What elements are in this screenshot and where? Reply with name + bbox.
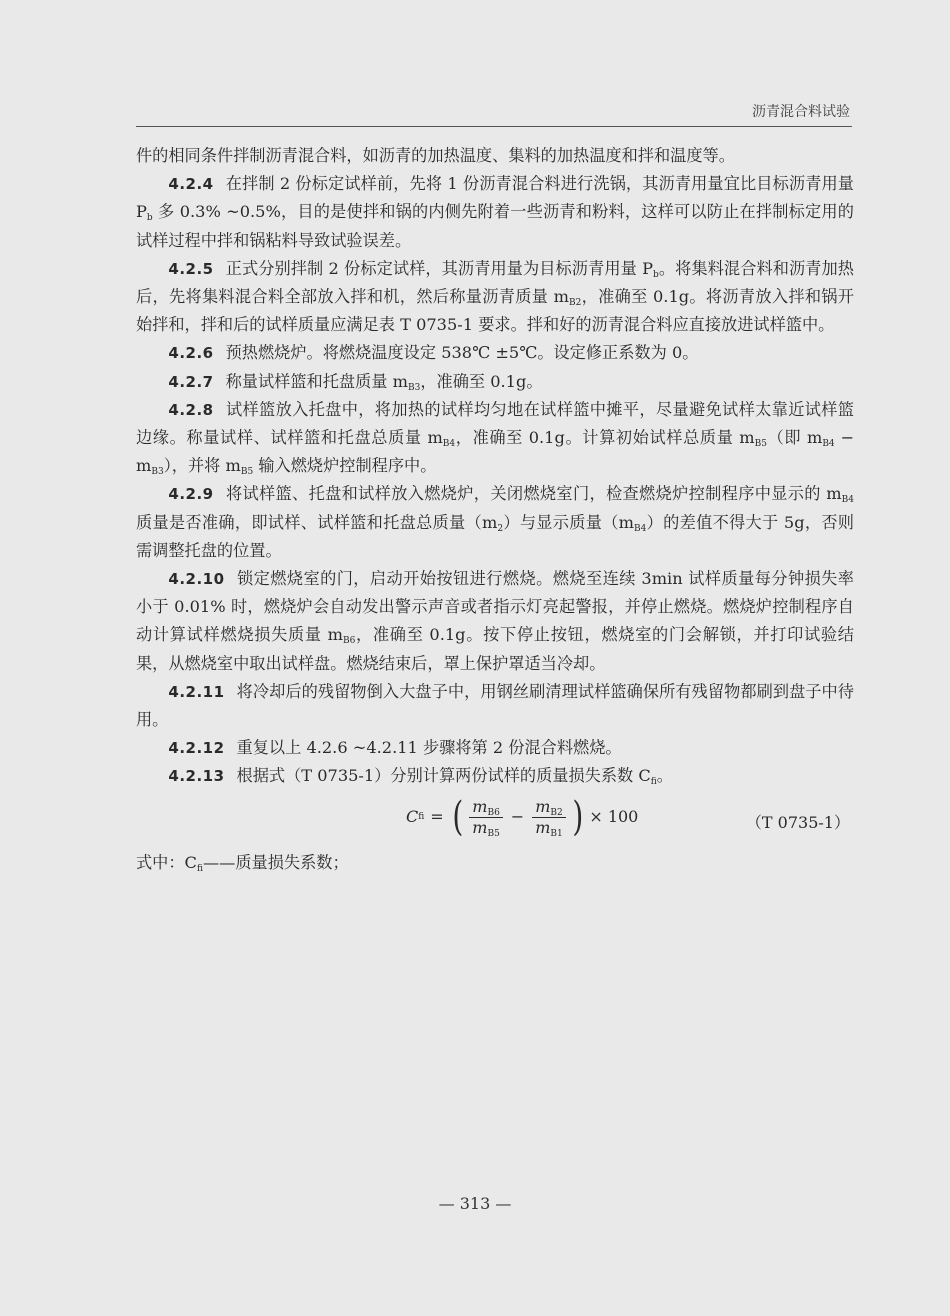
section-text: 。: [656, 766, 673, 786]
header-rule: [136, 126, 852, 127]
section-4-2-6: [136, 339, 854, 367]
formula-lhs: C: [406, 807, 419, 827]
continuation-paragraph: 件的相同条件拌制沥青混合料，如沥青的加热温度、集料的加热温度和拌和温度等。: [136, 146, 735, 165]
section-4-2-9: [136, 480, 854, 565]
section-text: 称量试样篮和托盘质量 m: [225, 371, 408, 391]
section-text: ），并将 m: [163, 456, 241, 476]
section-text: ，准确至 0.1g。按下停止按钮，燃烧室的门会解锁，并打印试验结果，从燃烧室中取出试样盘。燃烧结束后，罩上保护罩适当冷却。: [136, 625, 854, 673]
subscript: B3: [151, 467, 164, 478]
section-text: − m: [136, 428, 854, 476]
subscript: B5: [754, 439, 767, 450]
right-paren: ): [572, 794, 583, 841]
var: m: [472, 796, 488, 816]
denominator: [469, 818, 503, 838]
numerator: [469, 797, 503, 818]
section-text: 将冷却后的残留物倒入大盘子中，用钢丝刷清理试样篮确保所有残留物都刷到盘子中待用。: [136, 681, 854, 730]
fraction-1: [469, 797, 503, 838]
var: m: [535, 796, 551, 816]
equals-sign: =: [430, 807, 444, 827]
where-clause: [136, 849, 854, 877]
section-text: 输入燃烧炉控制程序中。: [253, 456, 437, 476]
subscript: B4: [822, 439, 835, 450]
page-number: — 313 —: [438, 1194, 512, 1213]
subscript: fi: [196, 863, 203, 874]
times-100: × 100: [589, 807, 639, 827]
section-4-2-11: [136, 678, 854, 734]
section-4-2-10: [136, 565, 854, 678]
section-number: 4.2.7: [168, 372, 214, 391]
section-text: ）的差值不得大于 5g，否则需调整托盘的位置。: [136, 512, 854, 560]
equation-number: （T 0735-1）: [745, 812, 850, 832]
section-text: 在拌制 2 份标定试样前，先将 1 份沥青混合料进行洗锅，其沥青用量宜比目标沥青用量 P: [136, 174, 854, 222]
section-4-2-12: [136, 734, 854, 762]
section-number: 4.2.5: [168, 259, 214, 278]
section-text: ，准确至 0.1g。计算初始试样总质量 m: [455, 428, 755, 448]
subscript: B1: [550, 828, 563, 839]
section-text: 将试样篮、托盘和试样放入燃烧炉，关闭燃烧室门，检查燃烧炉控制程序中显示的 m: [225, 484, 842, 504]
section-text: ，准确至 0.1g。: [420, 371, 543, 391]
left-paren: (: [452, 794, 463, 841]
section-number: 4.2.6: [168, 344, 214, 363]
section-text: 。将集料混合料和沥青加热后，先将集料混合料全部放入拌和机，然后称量沥青质量 m: [136, 258, 854, 307]
subscript: B4: [634, 523, 647, 534]
running-header: 沥青混合料试验: [752, 104, 850, 120]
subscript: 2: [497, 523, 504, 534]
section-text: ，准确至 0.1g。将沥青放入拌和锅开始拌和，拌和后的试样质量应满足表 T 0735-1 要求。拌和好的沥青混合料应直接放进试样篮中。: [136, 287, 854, 335]
minus-sign: −: [510, 807, 525, 827]
var: m: [535, 817, 551, 837]
subscript: B6: [342, 636, 356, 647]
subscript: fi: [650, 777, 657, 788]
section-text: 多 0.3% ~0.5%，目的是使拌和锅的内侧先附着一些沥青和粉料，这样可以防止在拌制标定用的试样过程中拌和锅粘料导致试验误差。: [136, 202, 854, 250]
formula-expression: C fi = ( $\frac{m_{B6}}{m_{B5}}$ − $\frac{m_{B2}}{m_{B1}}$ ) × 100: [406, 794, 639, 841]
section-4-2-13: [136, 762, 854, 790]
section-number: 4.2.10: [168, 570, 225, 589]
section-number: 4.2.13: [168, 767, 225, 786]
subscript: B3: [407, 382, 421, 393]
subscript: B2: [550, 807, 563, 818]
fraction-2: [532, 797, 566, 838]
numerator: [532, 797, 566, 818]
section-text: 重复以上 4.2.6 ~4.2.11 步骤将第 2 份混合料燃烧。: [236, 738, 622, 758]
subscript: b: [653, 269, 659, 280]
section-number: 4.2.8: [168, 400, 214, 419]
section-4-2-5: [136, 255, 854, 340]
var: m: [472, 817, 488, 837]
section-text: （即 m: [766, 428, 823, 448]
section-number: 4.2.4: [168, 175, 214, 194]
body-text: [136, 142, 854, 877]
subscript: B5: [240, 467, 254, 478]
section-number: 4.2.12: [168, 739, 225, 758]
section-text: 正式分别拌制 2 份标定试样，其沥青用量为目标沥青用量 P: [225, 258, 653, 278]
section-text: 根据式（T 0735-1）分别计算两份试样的质量损失系数 C: [236, 766, 651, 786]
section-text: ）与显示质量（m: [503, 512, 635, 532]
subscript: B4: [442, 439, 456, 450]
section-text: 预热燃烧炉。将燃烧温度设定 538℃ ±5℃。设定修正系数为 0。: [225, 343, 699, 363]
section-text: 试样篮放入托盘中，将加热的试样均匀地在试样篮中摊平，尽量避免试样太靠近试样篮边缘。称量试样、试样篮和托盘总质量 m: [136, 399, 854, 448]
section-4-2-4: [136, 170, 854, 255]
formula-t0735-1: [136, 795, 854, 847]
subscript: B5: [487, 828, 500, 839]
where-text: ——质量损失系数；: [202, 852, 349, 872]
section-number: 4.2.9: [168, 485, 214, 504]
section-text: 质量是否准确，即试样、试样篮和托盘总质量（m: [136, 512, 498, 532]
section-4-2-7: [136, 368, 854, 396]
subscript: B6: [487, 807, 500, 818]
subscript: b: [146, 213, 153, 224]
section-4-2-8: [136, 396, 854, 481]
subscript: B2: [568, 298, 582, 309]
section-number: 4.2.11: [168, 682, 225, 701]
denominator: [532, 818, 566, 838]
section-text: 锁定燃烧室的门，启动开始按钮进行燃烧。燃烧至连续 3min 试样质量每分钟损失率小于 0.01% 时，燃烧炉会自动发出警示声音或者指示灯亮起警报，并停止燃烧。燃烧炉控制程序自动计算试样燃烧损失质量 m: [136, 569, 854, 645]
subscript: B4: [841, 495, 854, 506]
where-prefix: 式中：C: [136, 852, 197, 872]
